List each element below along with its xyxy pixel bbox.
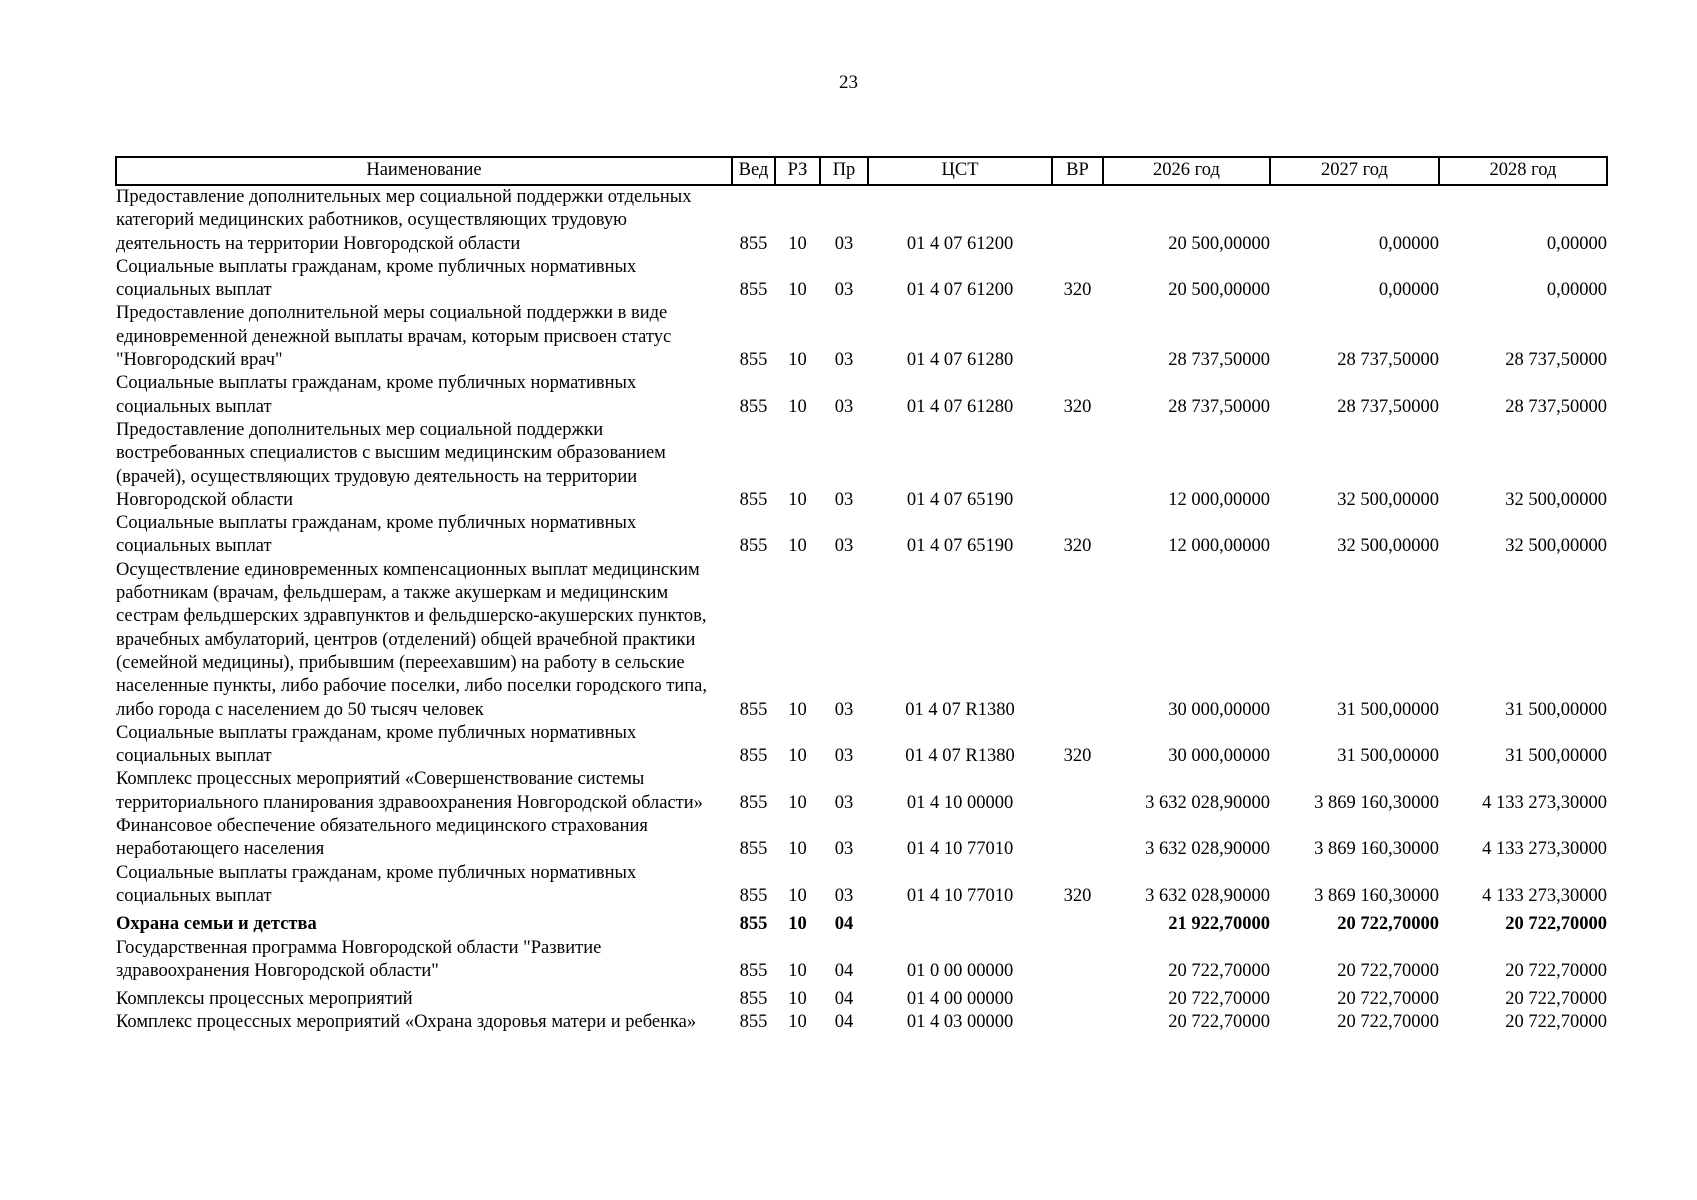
cell-rz: 10 (788, 350, 807, 371)
cell-pr: 03 (834, 489, 854, 510)
cell-rz: 10 (788, 914, 807, 935)
cell-ved: 855 (739, 914, 768, 935)
cell-rz: 10 (788, 960, 807, 981)
cell-y2027: 3 869 160,30000 (1314, 885, 1439, 906)
cell-cst: 01 4 07 61280 (906, 350, 1014, 371)
cell-y2027: 3 869 160,30000 (1314, 792, 1439, 813)
cell-y2028: 20 722,70000 (1505, 960, 1607, 981)
cell-y2026: 3 632 028,90000 (1145, 839, 1270, 860)
cell-vr (1052, 1011, 1103, 1034)
cell-ved: 855 (739, 960, 768, 981)
cell-vr: 320 (1063, 536, 1092, 557)
cell-pr: 03 (834, 792, 854, 813)
cell-ved: 855 (739, 699, 768, 720)
cell-name: Финансовое обеспечение обязательного медицинского страхования неработающего населения (116, 816, 648, 860)
cell-name: Социальные выплаты гражданам, кроме публичных нормативных социальных выплат (116, 373, 637, 417)
cell-rz: 10 (788, 989, 807, 1010)
cell-y2027: 32 500,00000 (1337, 536, 1439, 557)
cell-cst: 01 4 10 77010 (906, 885, 1014, 906)
cell-name: Комплекс процессных мероприятий «Совершенствование системы территориального планирования здравоохранения Новгородской области» (116, 769, 703, 813)
cell-pr: 03 (834, 350, 854, 371)
cell-y2027: 0,00000 (1378, 280, 1439, 301)
page-number: 23 (839, 72, 858, 93)
cell-cst: 01 4 07 61200 (906, 233, 1014, 254)
table-row (116, 185, 1607, 256)
cell-cst: 01 0 00 00000 (906, 960, 1014, 981)
cell-y2026: 20 722,70000 (1168, 960, 1270, 981)
cell-y2027: 28 737,50000 (1337, 350, 1439, 371)
cell-y2028: 4 133 273,30000 (1482, 792, 1607, 813)
cell-y2026: 12 000,00000 (1168, 489, 1270, 510)
cell-y2028: 0,00000 (1546, 280, 1607, 301)
cell-y2026: 21 922,70000 (1168, 914, 1270, 935)
cell-rz: 10 (788, 489, 807, 510)
cell-ved: 855 (739, 792, 768, 813)
table-row (116, 908, 1607, 936)
cell-vr (1052, 768, 1103, 815)
cell-cst: 01 4 07 65190 (906, 536, 1014, 557)
cell-y2027: 20 722,70000 (1337, 989, 1439, 1010)
cell-cst: 01 4 07 61280 (906, 396, 1014, 417)
cell-ved: 855 (739, 839, 768, 860)
cell-name: Предоставление дополнительных мер социальной поддержки востребованных специалистов с высшим медицинским образованием (врачей), осуществляющих трудовую деятельность на территории Новгородской области (116, 419, 666, 510)
cell-name: Комплексы процессных мероприятий (116, 989, 413, 1010)
cell-y2028: 28 737,50000 (1505, 396, 1607, 417)
cell-ved: 855 (739, 746, 768, 767)
cell-name: Комплекс процессных мероприятий «Охрана здоровья матери и ребенка» (116, 1012, 697, 1033)
table-body (116, 185, 1607, 1035)
cell-y2027: 31 500,00000 (1337, 699, 1439, 720)
cell-vr: 320 (1063, 396, 1092, 417)
table-row (116, 256, 1607, 303)
cell-y2028: 31 500,00000 (1505, 746, 1607, 767)
cell-ved: 855 (739, 1012, 768, 1033)
cell-rz: 10 (788, 885, 807, 906)
header-2026: 2026 год (1103, 157, 1270, 185)
cell-cst: 01 4 07 R1380 (905, 746, 1015, 767)
cell-ved: 855 (739, 989, 768, 1010)
cell-vr (1052, 908, 1103, 936)
cell-vr (1052, 302, 1103, 372)
cell-pr: 03 (834, 839, 854, 860)
cell-vr (1052, 419, 1103, 512)
cell-y2027: 20 722,70000 (1337, 1012, 1439, 1033)
cell-y2028: 0,00000 (1546, 233, 1607, 254)
table-row (116, 1011, 1607, 1034)
cell-name: Государственная программа Новгородской области "Развитие здравоохранения Новгородской области" (116, 937, 602, 981)
cell-vr (1052, 815, 1103, 862)
table-row (116, 512, 1607, 559)
cell-rz: 10 (788, 746, 807, 767)
cell-vr (1052, 185, 1103, 256)
cell-y2026: 3 632 028,90000 (1145, 792, 1270, 813)
cell-y2026: 20 722,70000 (1168, 989, 1270, 1010)
budget-table (115, 156, 1608, 1035)
header-name: Наименование (116, 157, 732, 185)
table-row (116, 302, 1607, 372)
cell-y2028: 32 500,00000 (1505, 536, 1607, 557)
cell-pr: 04 (834, 989, 854, 1010)
cell-pr: 04 (834, 960, 854, 981)
cell-pr: 03 (834, 536, 854, 557)
cell-name: Социальные выплаты гражданам, кроме публичных нормативных социальных выплат (116, 862, 637, 906)
table-row (116, 815, 1607, 862)
cell-pr: 04 (834, 1012, 854, 1033)
cell-rz: 10 (788, 792, 807, 813)
header-vr: ВР (1052, 157, 1103, 185)
cell-ved: 855 (739, 885, 768, 906)
cell-y2028: 32 500,00000 (1505, 489, 1607, 510)
header-ved: Вед (732, 157, 775, 185)
cell-vr: 320 (1063, 280, 1092, 301)
cell-y2026: 28 737,50000 (1168, 350, 1270, 371)
cell-y2027: 20 722,70000 (1337, 960, 1439, 981)
cell-cst: 01 4 00 00000 (906, 989, 1014, 1010)
cell-y2027: 28 737,50000 (1337, 396, 1439, 417)
cell-y2027: 3 869 160,30000 (1314, 839, 1439, 860)
cell-vr (1052, 559, 1103, 722)
cell-rz: 10 (788, 839, 807, 860)
cell-rz: 10 (788, 699, 807, 720)
cell-rz: 10 (788, 280, 807, 301)
cell-vr (1052, 983, 1103, 1011)
cell-cst: 01 4 07 61200 (906, 280, 1014, 301)
cell-ved: 855 (739, 396, 768, 417)
table-row (116, 862, 1607, 909)
cell-y2026: 3 632 028,90000 (1145, 885, 1270, 906)
cell-y2027: 20 722,70000 (1337, 914, 1439, 935)
header-row (116, 157, 1607, 185)
cell-y2026: 20 722,70000 (1168, 1012, 1270, 1033)
cell-cst: 01 4 07 R1380 (905, 699, 1015, 720)
cell-pr: 03 (834, 746, 854, 767)
cell-y2027: 0,00000 (1378, 233, 1439, 254)
cell-name: Предоставление дополнительных мер социальной поддержки отдельных категорий медицинских работников, осуществляющих трудовую деятельность на территории Новгородской области (116, 187, 692, 254)
table-row (116, 937, 1607, 984)
cell-cst: 01 4 10 00000 (906, 792, 1014, 813)
cell-y2028: 20 722,70000 (1505, 1012, 1607, 1033)
table-row (116, 722, 1607, 769)
cell-ved: 855 (739, 536, 768, 557)
cell-y2028: 31 500,00000 (1505, 699, 1607, 720)
cell-pr: 03 (834, 885, 854, 906)
header-rz: РЗ (775, 157, 820, 185)
cell-pr: 03 (834, 396, 854, 417)
cell-name: Охрана семьи и детства (116, 914, 317, 935)
cell-ved: 855 (739, 280, 768, 301)
cell-cst: 01 4 07 65190 (906, 489, 1014, 510)
cell-y2028: 20 722,70000 (1505, 989, 1607, 1010)
cell-pr: 04 (834, 914, 854, 935)
cell-rz: 10 (788, 536, 807, 557)
cell-vr: 320 (1063, 885, 1092, 906)
table-row (116, 419, 1607, 512)
cell-y2026: 20 500,00000 (1168, 280, 1270, 301)
cell-ved: 855 (739, 350, 768, 371)
cell-y2028: 28 737,50000 (1505, 350, 1607, 371)
cell-y2027: 32 500,00000 (1337, 489, 1439, 510)
cell-y2028: 4 133 273,30000 (1482, 839, 1607, 860)
table-row (116, 768, 1607, 815)
cell-vr: 320 (1063, 746, 1092, 767)
cell-y2026: 30 000,00000 (1168, 746, 1270, 767)
cell-vr (1052, 937, 1103, 984)
cell-y2026: 28 737,50000 (1168, 396, 1270, 417)
header-2027: 2027 год (1270, 157, 1439, 185)
cell-pr: 03 (834, 699, 854, 720)
cell-name: Социальные выплаты гражданам, кроме публичных нормативных социальных выплат (116, 722, 637, 767)
cell-name: Социальные выплаты гражданам, кроме публичных нормативных социальных выплат (116, 256, 637, 301)
header-2028: 2028 год (1439, 157, 1607, 185)
header-pr: Пр (820, 157, 868, 185)
cell-pr: 03 (834, 233, 854, 254)
header-cst: ЦСТ (868, 157, 1052, 185)
cell-ved: 855 (739, 233, 768, 254)
cell-cst (868, 908, 1052, 936)
cell-cst: 01 4 03 00000 (906, 1012, 1014, 1033)
cell-cst: 01 4 10 77010 (906, 839, 1014, 860)
cell-y2026: 20 500,00000 (1168, 233, 1270, 254)
cell-name: Социальные выплаты гражданам, кроме публичных нормативных социальных выплат (116, 513, 637, 557)
cell-y2026: 12 000,00000 (1168, 536, 1270, 557)
cell-rz: 10 (788, 396, 807, 417)
cell-y2027: 31 500,00000 (1337, 746, 1439, 767)
table-row (116, 559, 1607, 722)
cell-ved: 855 (739, 489, 768, 510)
cell-name: Осуществление единовременных компенсационных выплат медицинским работникам (врачам, фельдшерам, а также акушеркам и медицинским сестрам фельдшерских здравпунктов и фельдшерско-акушерских пунктов, врачебных амбулаторий, центров (отделений) общей врачебной практики (семейной медицины), прибывшим (переехавшим) на работу в сельские населенные пункты, либо рабочие поселки, либо поселки городского типа, либо города с населением до 50 тысяч человек (116, 559, 707, 720)
cell-pr: 03 (834, 280, 854, 301)
table-row (116, 372, 1607, 419)
cell-rz: 10 (788, 233, 807, 254)
cell-y2028: 4 133 273,30000 (1482, 885, 1607, 906)
table-row (116, 983, 1607, 1011)
cell-name: Предоставление дополнительной меры социальной поддержки в виде единовременной денежной выплаты врачам, которым присвоен статус "Новгородский врач" (116, 303, 672, 371)
cell-y2028: 20 722,70000 (1505, 914, 1607, 935)
cell-rz: 10 (788, 1012, 807, 1033)
cell-y2026: 30 000,00000 (1168, 699, 1270, 720)
